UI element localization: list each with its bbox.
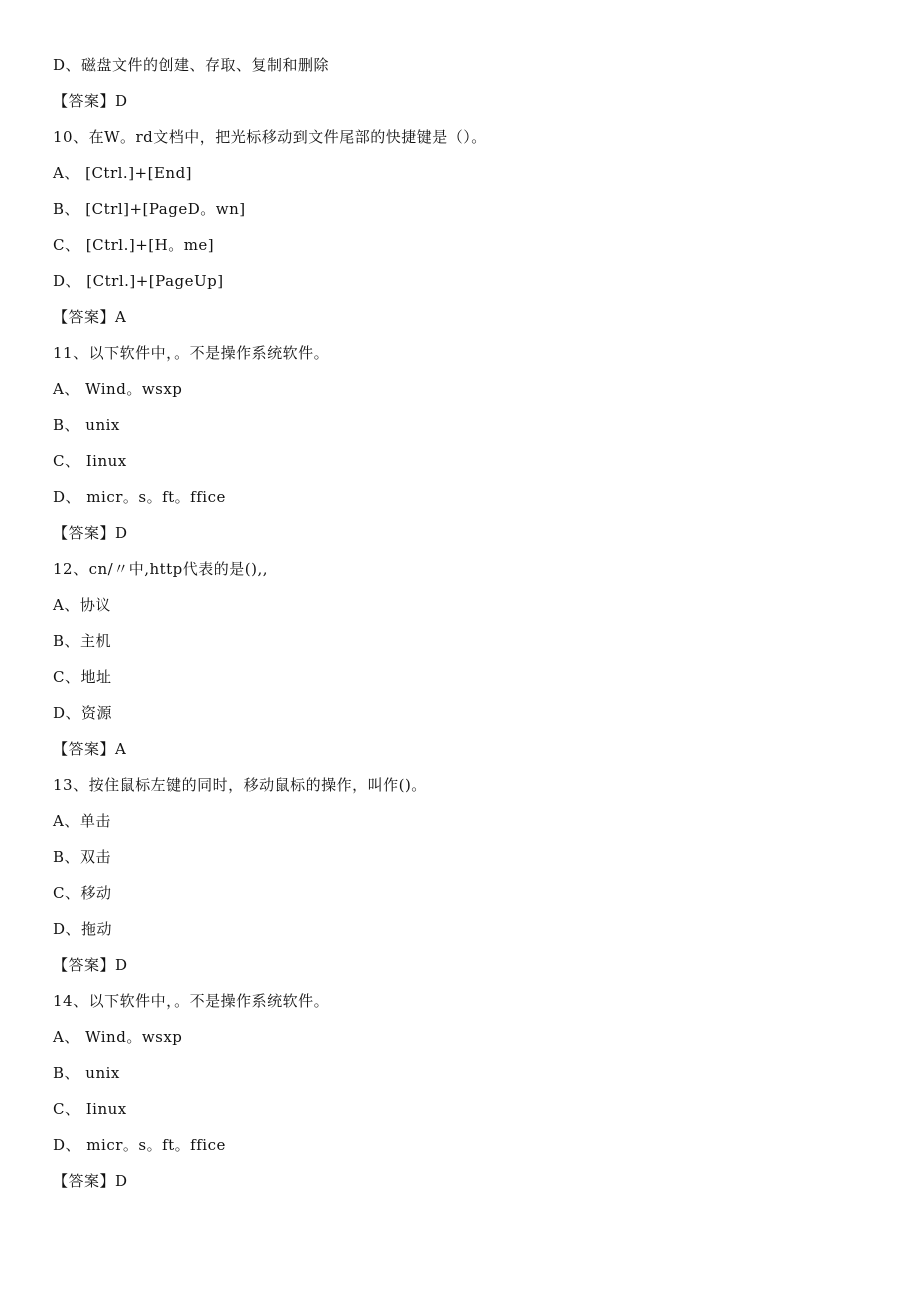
option-line: C、 Iinux (53, 1100, 127, 1118)
question-line: 11、以下软件中，。不是操作系统软件。 (53, 344, 330, 362)
option-line: C、地址 (53, 668, 112, 686)
answer-line: 【答案】A (53, 308, 127, 326)
option-line: A、 [Ctrl.]+[End] (53, 164, 193, 182)
option-line: D、拖动 (53, 920, 113, 938)
option-line: D、 micr。s。ft。ffice (53, 488, 226, 506)
option-line: A、协议 (53, 596, 111, 614)
option-line: D、 micr。s。ft。ffice (53, 1136, 226, 1154)
question-line: 14、以下软件中，。不是操作系统软件。 (53, 992, 330, 1010)
answer-line: 【答案】D (53, 956, 128, 974)
option-line: C、移动 (53, 884, 112, 902)
question-list (53, 52, 873, 1204)
question-line: 12、cn/〃中,http代表的是(),, (53, 560, 269, 578)
question-line: 13、按住鼠标左键的同时，移动鼠标的操作，叫作()。 (53, 776, 427, 794)
option-line: C、 Iinux (53, 452, 127, 470)
option-line: B、 unix (53, 416, 120, 434)
option-line: A、 Wind。wsxp (53, 1028, 183, 1046)
answer-line: 【答案】D (53, 92, 128, 110)
option-line: D、资源 (53, 704, 113, 722)
option-line: D、磁盘文件的创建、存取、复制和删除 (53, 56, 330, 74)
option-line: C、 [Ctrl.]+[H。me] (53, 236, 215, 254)
question-line: 10、在W。rd文档中，把光标移动到文件尾部的快捷键是（）。 (53, 128, 487, 146)
option-line: A、单击 (53, 812, 111, 830)
option-line: D、 [Ctrl.]+[PageUp] (53, 272, 224, 290)
option-line: B、 unix (53, 1064, 120, 1082)
option-line: A、 Wind。wsxp (53, 380, 183, 398)
answer-line: 【答案】D (53, 524, 128, 542)
answer-line: 【答案】A (53, 740, 127, 758)
option-line: B、主机 (53, 632, 112, 650)
option-line: B、 [Ctrl]+[PageD。wn] (53, 200, 246, 218)
answer-line: 【答案】D (53, 1172, 128, 1190)
option-line: B、双击 (53, 848, 112, 866)
